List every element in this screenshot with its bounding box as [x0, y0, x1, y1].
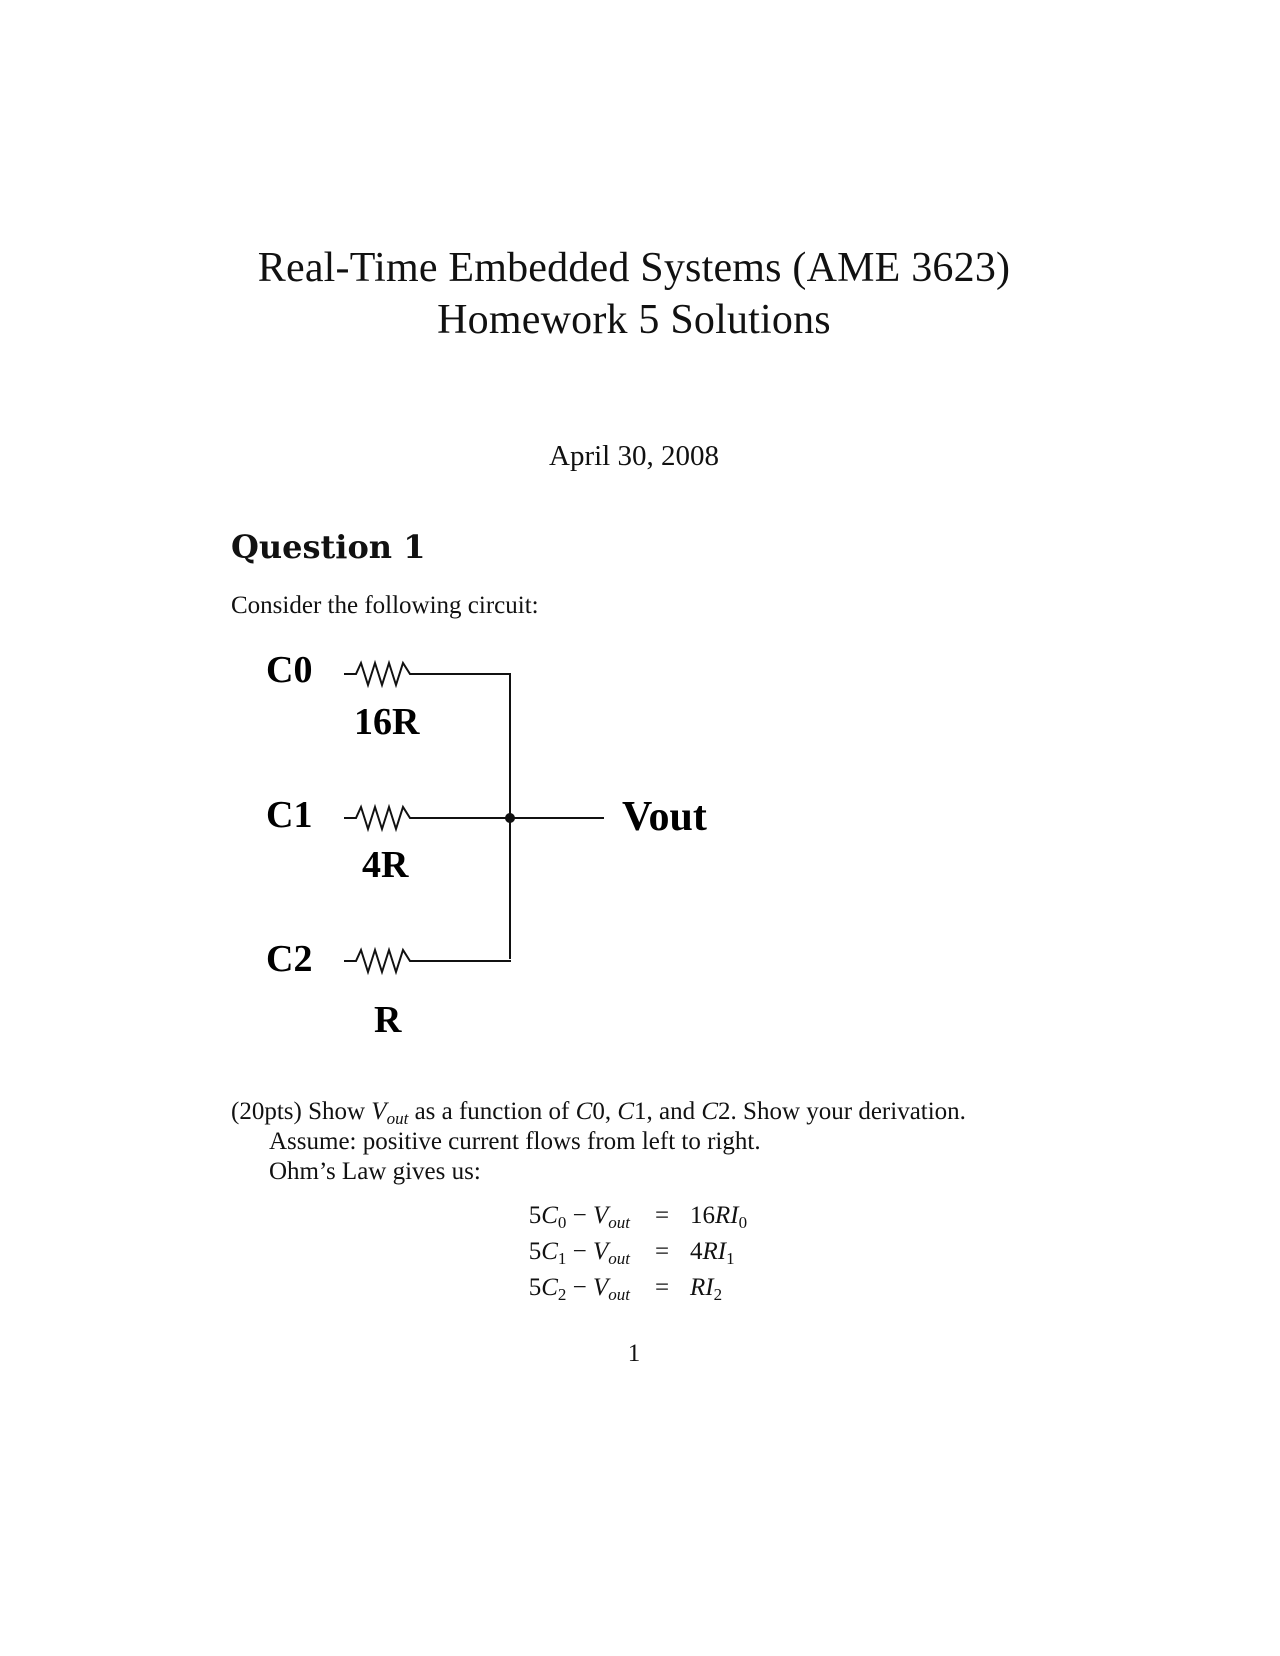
- wire-c1: [344, 807, 604, 829]
- resistor-label-r: R: [374, 999, 402, 1041]
- input-label-c1: C1: [266, 794, 313, 836]
- equation-2-rhs: $4RI_1$: [690, 1238, 735, 1268]
- question-intro: Consider the following circuit:: [231, 592, 539, 619]
- equation-1-rhs: $16RI_0$: [690, 1202, 748, 1232]
- resistor-label-16r: 16R: [354, 701, 420, 743]
- ohms-law-text: Ohm’s Law gives us:: [269, 1158, 481, 1185]
- document-subtitle: Homework 5 Solutions: [437, 297, 831, 343]
- resistor-label-4r: 4R: [362, 844, 409, 886]
- page-number: 1: [627, 1340, 641, 1367]
- input-label-c0: C0: [266, 649, 313, 691]
- question-heading: Question 1: [231, 528, 426, 566]
- wire-c2: [344, 950, 511, 972]
- document-date: April 30, 2008: [549, 440, 719, 472]
- input-label-c2: C2: [266, 938, 313, 980]
- output-label-vout: Vout: [622, 794, 707, 840]
- document-title: Real-Time Embedded Systems (AME 3623): [257, 245, 1011, 291]
- equation-2-lhs: $5C_1 - V_{out}$: [528, 1238, 630, 1268]
- assumption-text: Assume: positive current flows from left to right.: [269, 1128, 761, 1155]
- equation-3-rhs: $RI_2$: [690, 1274, 723, 1304]
- junction-node: [505, 813, 515, 823]
- equation-1-equals: =: [654, 1202, 670, 1229]
- problem-statement: (20pts) Show $V_{out}$ as a function of C0, C1, and C2. Show your derivation.: [231, 1098, 966, 1128]
- equation-2-equals: =: [654, 1238, 670, 1265]
- equation-3-lhs: $5C_2 - V_{out}$: [528, 1274, 630, 1304]
- equation-3-equals: =: [654, 1274, 670, 1301]
- equation-1-lhs: $5C_0 - V_{out}$: [528, 1202, 630, 1232]
